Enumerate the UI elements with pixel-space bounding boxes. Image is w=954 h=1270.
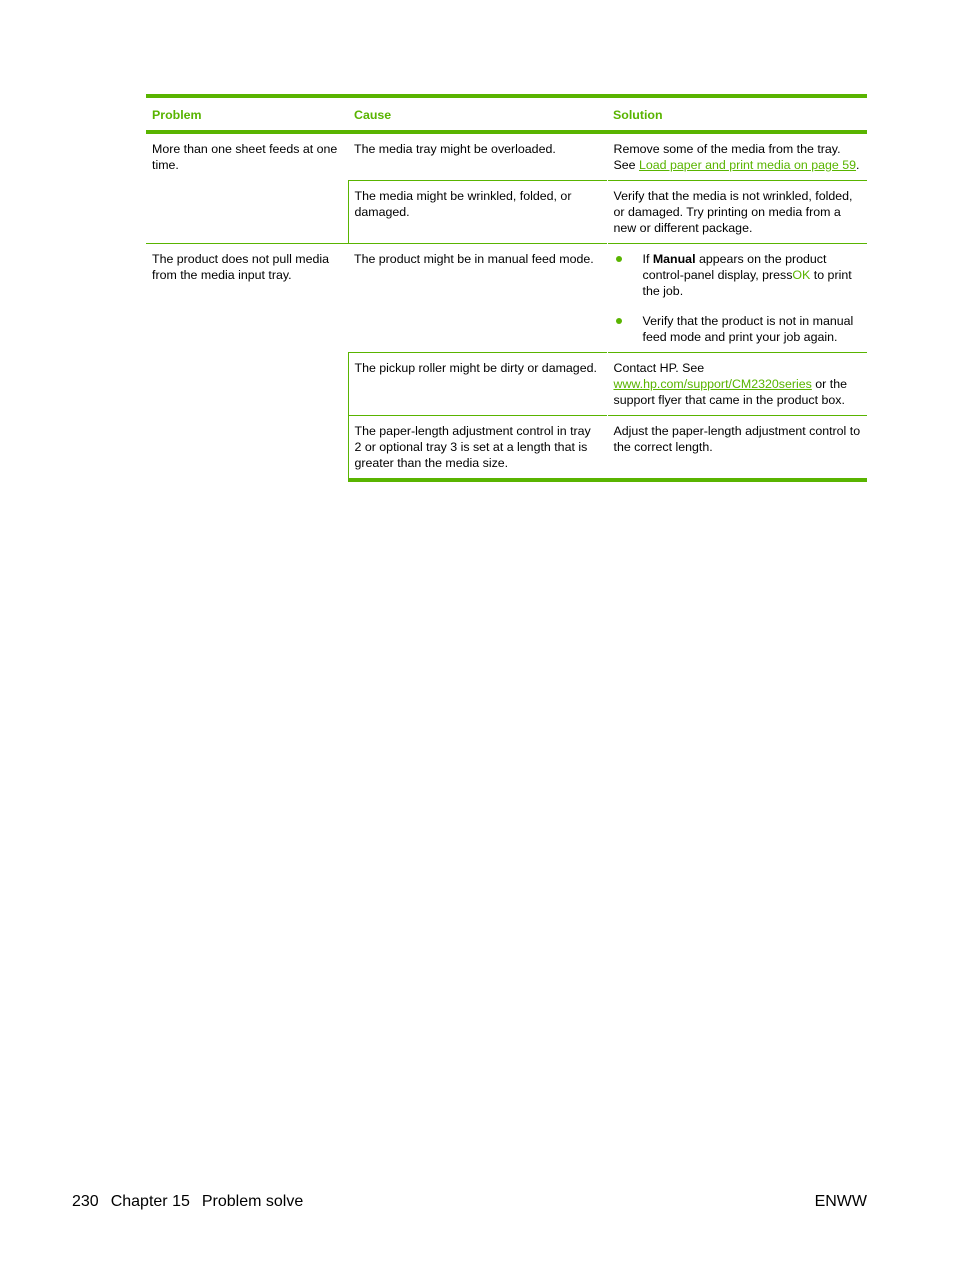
- solution-cell: [607, 244, 867, 353]
- bullet-text: Verify that the product is not in manual feed mode and print your job again.: [642, 314, 854, 344]
- bullet-text: If: [642, 252, 653, 266]
- page-footer-right: ENWW: [814, 1193, 867, 1210]
- problem-cell: The product does not pull media from the media input tray.: [146, 244, 348, 481]
- solution-cell: Verify that the media is not wrinkled, folded, or damaged. Try printing on media from a new or different package.: [607, 181, 867, 244]
- hp-support-link[interactable]: www.hp.com/support/CM2320series: [613, 377, 812, 391]
- table-row: [146, 132, 867, 181]
- troubleshooting-table: [146, 94, 867, 482]
- bullet-icon: [616, 318, 622, 324]
- solution-cell: [607, 132, 867, 181]
- problem-cell: More than one sheet feeds at one time.: [152, 142, 338, 172]
- chapter-title: Problem solve: [201, 1193, 304, 1210]
- solution-text: or the support flyer that came in the product box.: [613, 377, 847, 407]
- solution-text: .: [856, 158, 860, 172]
- load-paper-link[interactable]: Load paper and print media on page 59: [639, 158, 857, 172]
- solution-cell: [607, 353, 867, 416]
- cause-cell: The pickup roller might be dirty or damaged.: [348, 353, 607, 416]
- page-number: 230: [72, 1193, 99, 1210]
- bullet-text: appears on the product control-panel display, press: [642, 252, 827, 282]
- list-item: [614, 313, 862, 345]
- ok-key-label: OK: [792, 268, 811, 282]
- header-solution: Solution: [613, 108, 663, 122]
- solution-bullet-list: [614, 251, 862, 345]
- cause-cell: The media tray might be overloaded.: [348, 132, 607, 181]
- page-footer-left: [72, 1192, 303, 1212]
- bullet-icon: [616, 256, 622, 262]
- table-row: [146, 244, 867, 353]
- bullet-text: to print the job.: [642, 268, 852, 298]
- header-problem: Problem: [152, 108, 202, 122]
- manual-keyword: Manual: [652, 252, 696, 266]
- solution-text: Contact HP. See: [613, 361, 705, 375]
- header-cause: Cause: [354, 108, 392, 122]
- table-header-row: [146, 96, 867, 132]
- cause-cell: The media might be wrinkled, folded, or damaged.: [348, 181, 607, 244]
- solution-cell: Adjust the paper-length adjustment control to the correct length.: [607, 416, 867, 481]
- chapter-label: Chapter 15: [110, 1193, 190, 1210]
- cause-cell: The product might be in manual feed mode.: [348, 244, 607, 353]
- cause-cell: The paper-length adjustment control in tray 2 or optional tray 3 is set at a length that is greater than the media size.: [348, 416, 607, 481]
- list-item: [614, 251, 862, 299]
- solution-text: Remove some of the media from the tray. See: [613, 142, 841, 172]
